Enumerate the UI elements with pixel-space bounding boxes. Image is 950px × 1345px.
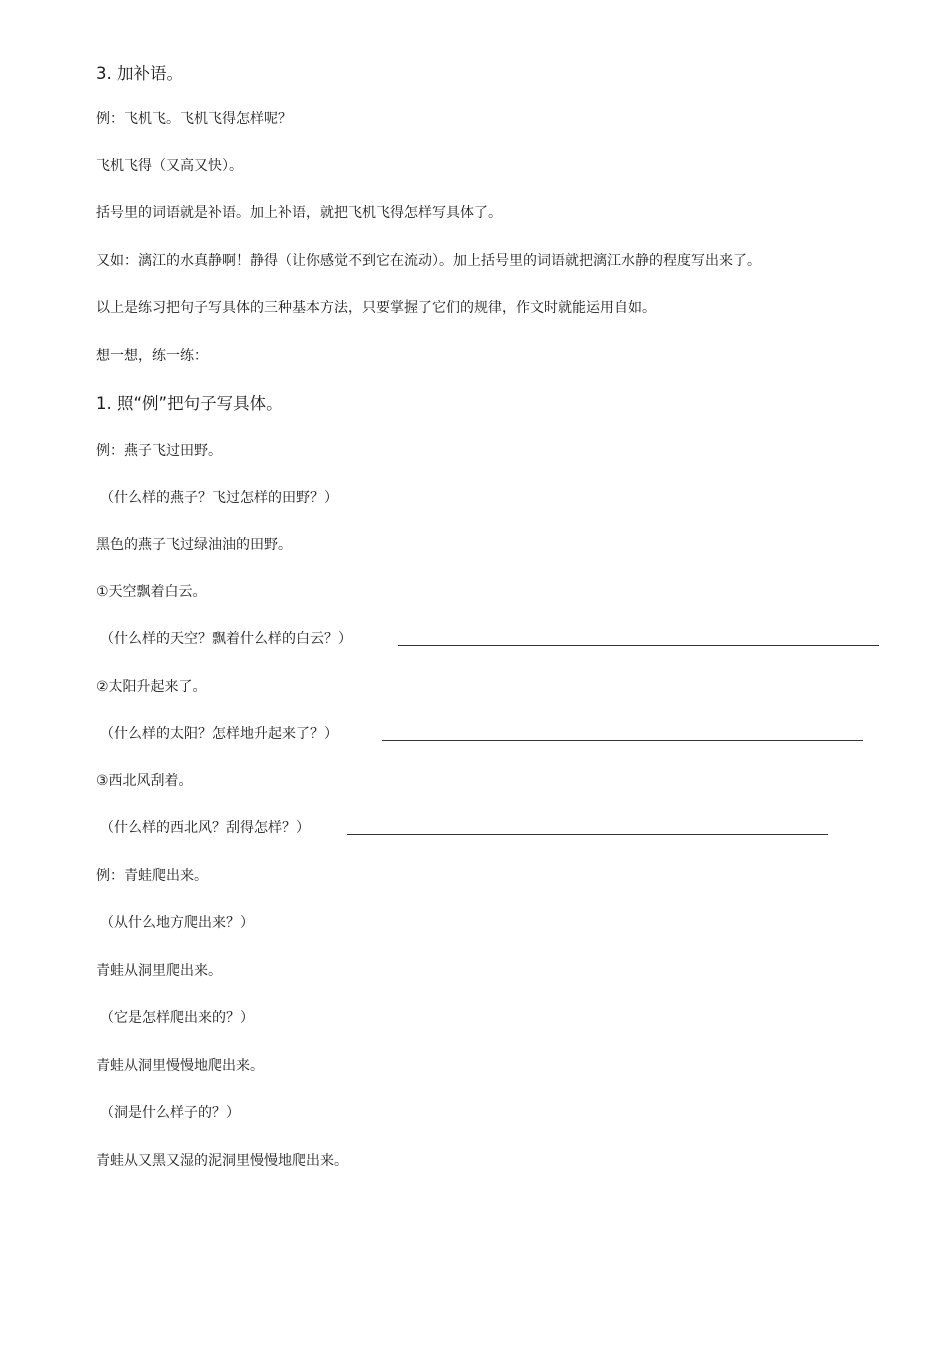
question-3-hint: （什么样的西北风？刮得怎样？） [100, 820, 310, 836]
question-2-hint: （什么样的太阳？怎样地升起来了？） [100, 726, 338, 742]
question-2-answer-blank[interactable] [382, 740, 863, 741]
section-3-heading: 3. 加补语。 [96, 64, 183, 83]
example-2-text: 又如：漓江的水真静啊！静得（让你感觉不到它在流动）。加上括号里的词语就把漓江水静的程度写出来了。 [96, 253, 761, 269]
example-b: 例：青蛙爬出来。 [96, 868, 208, 884]
example-a-answer: 黑色的燕子飞过绿油油的田野。 [96, 537, 292, 553]
example-b-hint-1: （从什么地方爬出来？） [100, 915, 254, 931]
example-b-hint-3: （洞是什么样子的？） [100, 1105, 240, 1121]
example-b-answer-3: 青蛙从又黑又湿的泥洞里慢慢地爬出来。 [96, 1153, 348, 1169]
example-b-hint-2: （它是怎样爬出来的？） [100, 1010, 254, 1026]
example-b-answer-2: 青蛙从洞里慢慢地爬出来。 [96, 1058, 264, 1074]
question-3-answer-blank[interactable] [347, 834, 828, 835]
example-b-answer-1: 青蛙从洞里爬出来。 [96, 963, 222, 979]
question-2: ②太阳升起来了。 [96, 679, 207, 695]
example-1-question: 例：飞机飞。飞机飞得怎样呢？ [96, 111, 292, 127]
practice-heading: 1. 照“例”把句子写具体。 [96, 394, 283, 413]
summary-text: 以上是练习把句子写具体的三种基本方法，只要掌握了它们的规律，作文时就能运用自如。 [96, 300, 656, 316]
example-a-hint: （什么样的燕子？飞过怎样的田野？） [100, 490, 338, 506]
question-1-hint: （什么样的天空？飘着什么样的白云？） [100, 631, 352, 647]
practice-intro: 想一想，练一练： [96, 348, 208, 364]
question-3: ③西北风刮着。 [96, 773, 193, 789]
question-1-answer-blank[interactable] [398, 645, 879, 646]
explanation-text: 括号里的词语就是补语。加上补语，就把飞机飞得怎样写具体了。 [96, 205, 502, 221]
example-a: 例：燕子飞过田野。 [96, 443, 222, 459]
example-1-answer: 飞机飞得（又高又快）。 [96, 158, 243, 174]
question-1: ①天空飘着白云。 [96, 584, 207, 600]
